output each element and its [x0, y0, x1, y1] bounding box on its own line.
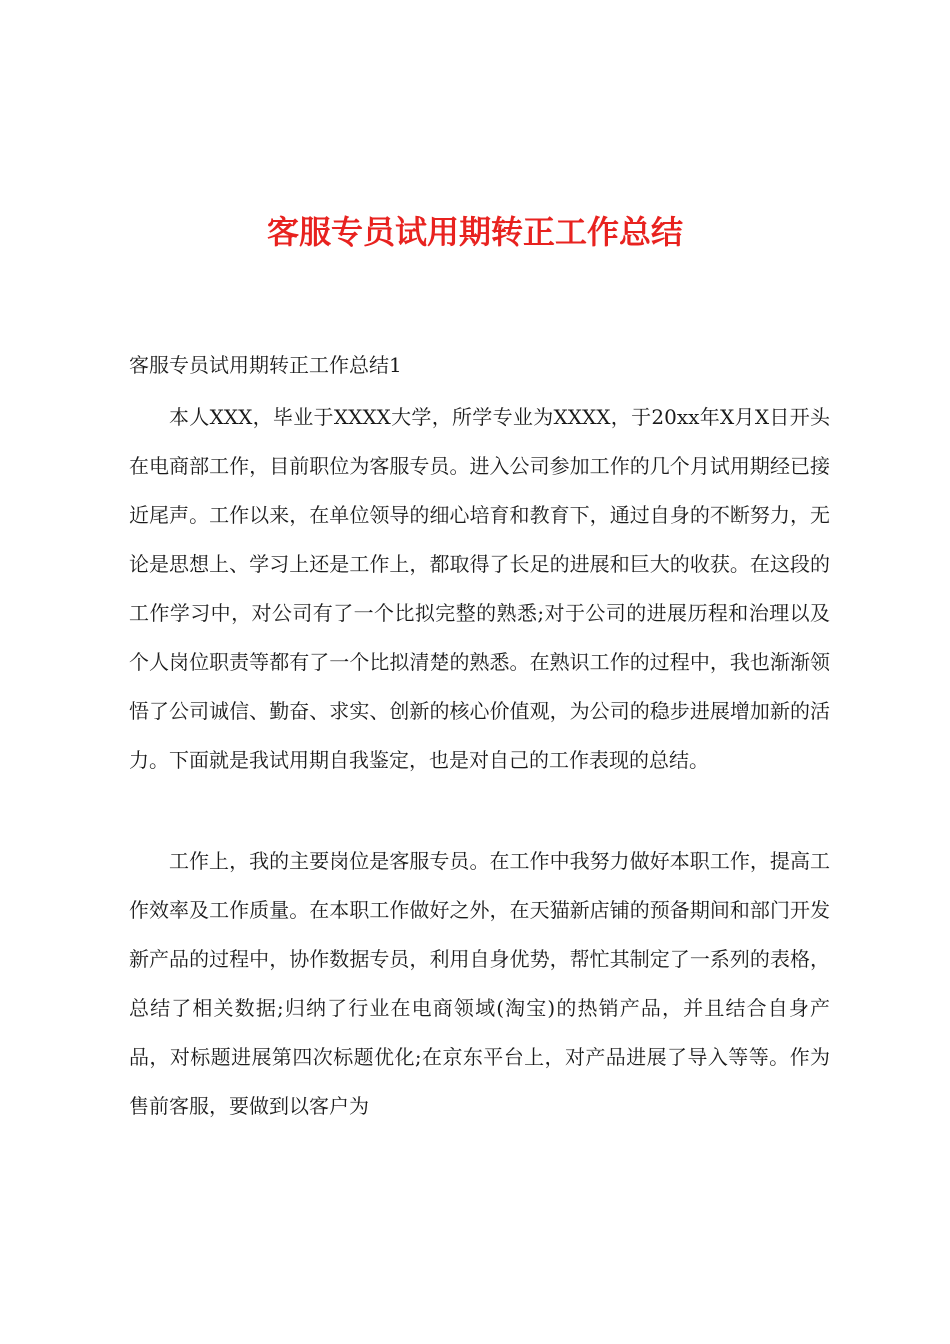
- body-paragraph: 本人XXX，毕业于XXXX大学，所学专业为XXXX，于20xx年X月X日开头在电商部工作，目前职位为客服专员。进入公司参加工作的几个月试用期经已接近尾声。工作以来，在单位领导的细心培育和教育下，通过自身的不断努力，无论是思想上、学习上还是工作上，都取得了长足的进展和巨大的收获。在这段的工作学习中，对公司有了一个比拟完整的熟悉;对于公司的进展历程和治理以及个人岗位职责等都有了一个比拟清楚的熟悉。在熟识工作的过程中，我也渐渐领悟了公司诚信、勤奋、求实、创新的核心价值观，为公司的稳步进展增加新的活力。下面就是我试用期自我鉴定，也是对自己的工作表现的总结。: [129, 405, 830, 772]
- section-heading: 客服专员试用期转正工作总结1: [129, 353, 402, 377]
- document-title: 客服专员试用期转正工作总结: [266, 213, 683, 251]
- body-paragraph: 工作上，我的主要岗位是客服专员。在工作中我努力做好本职工作，提高工作效率及工作质量。在本职工作做好之外，在天猫新店铺的预备期间和部门开发新产品的过程中，协作数据专员，利用自身优势，帮忙其制定了一系列的表格，总结了相关数据;归纳了行业在电商领域(淘宝)的热销产品，并且结合自身产品，对标题进展第四次标题优化;在京东平台上，对产品进展了导入等等。作为售前客服，要做到以客户为: [129, 849, 830, 1118]
